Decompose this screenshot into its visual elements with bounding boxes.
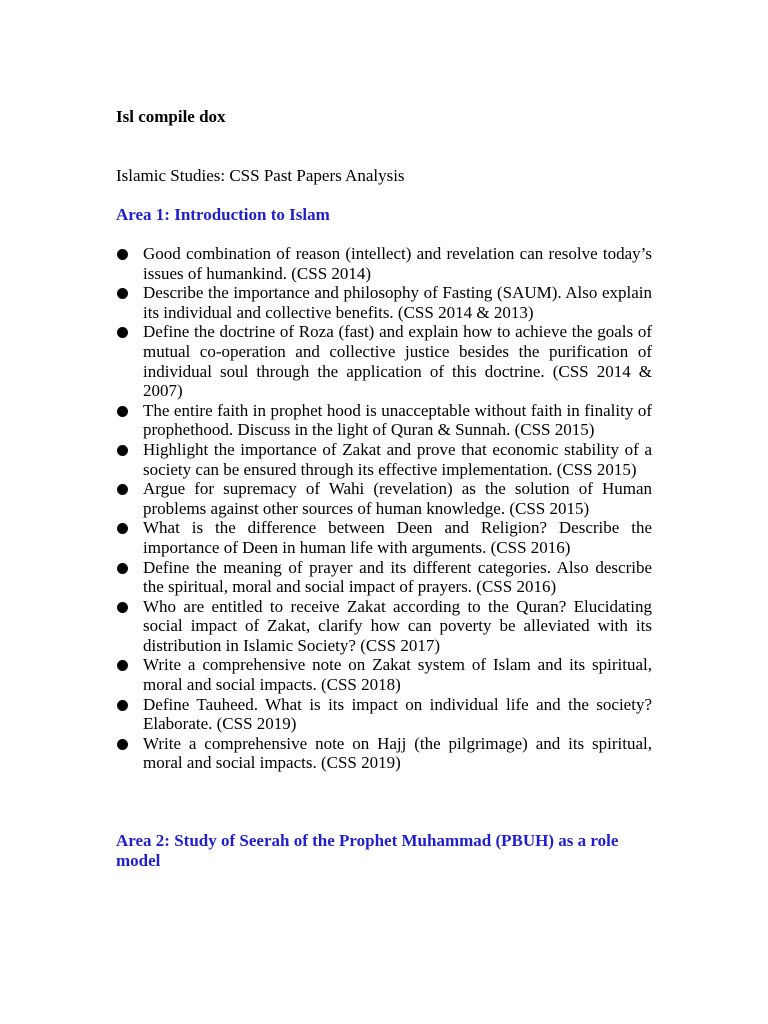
document-title: Isl compile dox bbox=[116, 107, 226, 126]
bullet-icon bbox=[117, 249, 128, 260]
question-text: Write a comprehensive note on Hajj (the pilgrimage) and its spiritual, moral and social impacts. (CSS 2019) bbox=[143, 733, 652, 773]
list-item bbox=[116, 322, 652, 400]
question-text: Good combination of reason (intellect) and revelation can resolve today’s issues of humankind. (CSS 2014) bbox=[143, 244, 652, 283]
list-item bbox=[116, 597, 652, 656]
list-item bbox=[116, 479, 652, 518]
list-item bbox=[116, 244, 652, 283]
area-1-question-list bbox=[116, 244, 652, 773]
question-text: Define the meaning of prayer and its different categories. Also describe the spiritual, moral and social impact of prayers. (CSS 2016) bbox=[143, 557, 652, 597]
document-subtitle: Islamic Studies: CSS Past Papers Analysis bbox=[116, 166, 405, 185]
bullet-icon bbox=[117, 445, 128, 456]
list-item bbox=[116, 401, 652, 440]
question-text: Who are entitled to receive Zakat according to the Quran? Elucidating social impact of Zakat, clarify how can poverty be alleviated with its distribution in Islamic Society? (CSS 2017) bbox=[143, 596, 652, 655]
bullet-icon bbox=[117, 739, 128, 750]
area-2-heading: Area 2: Study of Seerah of the Prophet Muhammad (PBUH) as a role model bbox=[116, 831, 619, 870]
question-text: Highlight the importance of Zakat and prove that economic stability of a society can be ensured through its effective implementation. (CSS 2015) bbox=[143, 439, 652, 479]
list-item bbox=[116, 283, 652, 322]
question-text: Write a comprehensive note on Zakat system of Islam and its spiritual, moral and social impacts. (CSS 2018) bbox=[143, 655, 652, 695]
question-text: What is the difference between Deen and Religion? Describe the importance of Deen in human life with arguments. (CSS 2016) bbox=[143, 518, 652, 557]
bullet-icon bbox=[117, 523, 128, 534]
list-item bbox=[116, 440, 652, 479]
area-1-heading: Area 1: Introduction to Islam bbox=[116, 205, 330, 224]
bullet-icon bbox=[117, 700, 128, 711]
question-text: Describe the importance and philosophy of Fasting (SAUM). Also explain its individual and collective benefits. (CSS 2014 & 2013) bbox=[143, 283, 652, 322]
question-text: Define the doctrine of Roza (fast) and explain how to achieve the goals of mutual co-operation and collective justice besides the purification of individual soul through the application of this doctrine. (CSS 2014 & 2007) bbox=[143, 322, 652, 401]
list-item bbox=[116, 734, 652, 773]
list-item bbox=[116, 655, 652, 694]
bullet-icon bbox=[117, 602, 128, 613]
bullet-icon bbox=[117, 406, 128, 417]
bullet-icon bbox=[117, 484, 128, 495]
bullet-icon bbox=[117, 327, 128, 338]
bullet-icon bbox=[117, 660, 128, 671]
bullet-icon bbox=[117, 288, 128, 299]
question-text: The entire faith in prophet hood is unacceptable without faith in finality of prophethood. Discuss in the light of Quran & Sunnah. (CSS 2015) bbox=[143, 400, 652, 440]
question-text: Define Tauheed. What is its impact on individual life and the society? Elaborate. (CSS 2019) bbox=[143, 694, 652, 734]
bullet-icon bbox=[117, 563, 128, 574]
question-text: Argue for supremacy of Wahi (revelation) as the solution of Human problems against other sources of human knowledge. (CSS 2015) bbox=[143, 479, 652, 518]
list-item bbox=[116, 695, 652, 734]
list-item bbox=[116, 518, 652, 557]
list-item bbox=[116, 558, 652, 597]
